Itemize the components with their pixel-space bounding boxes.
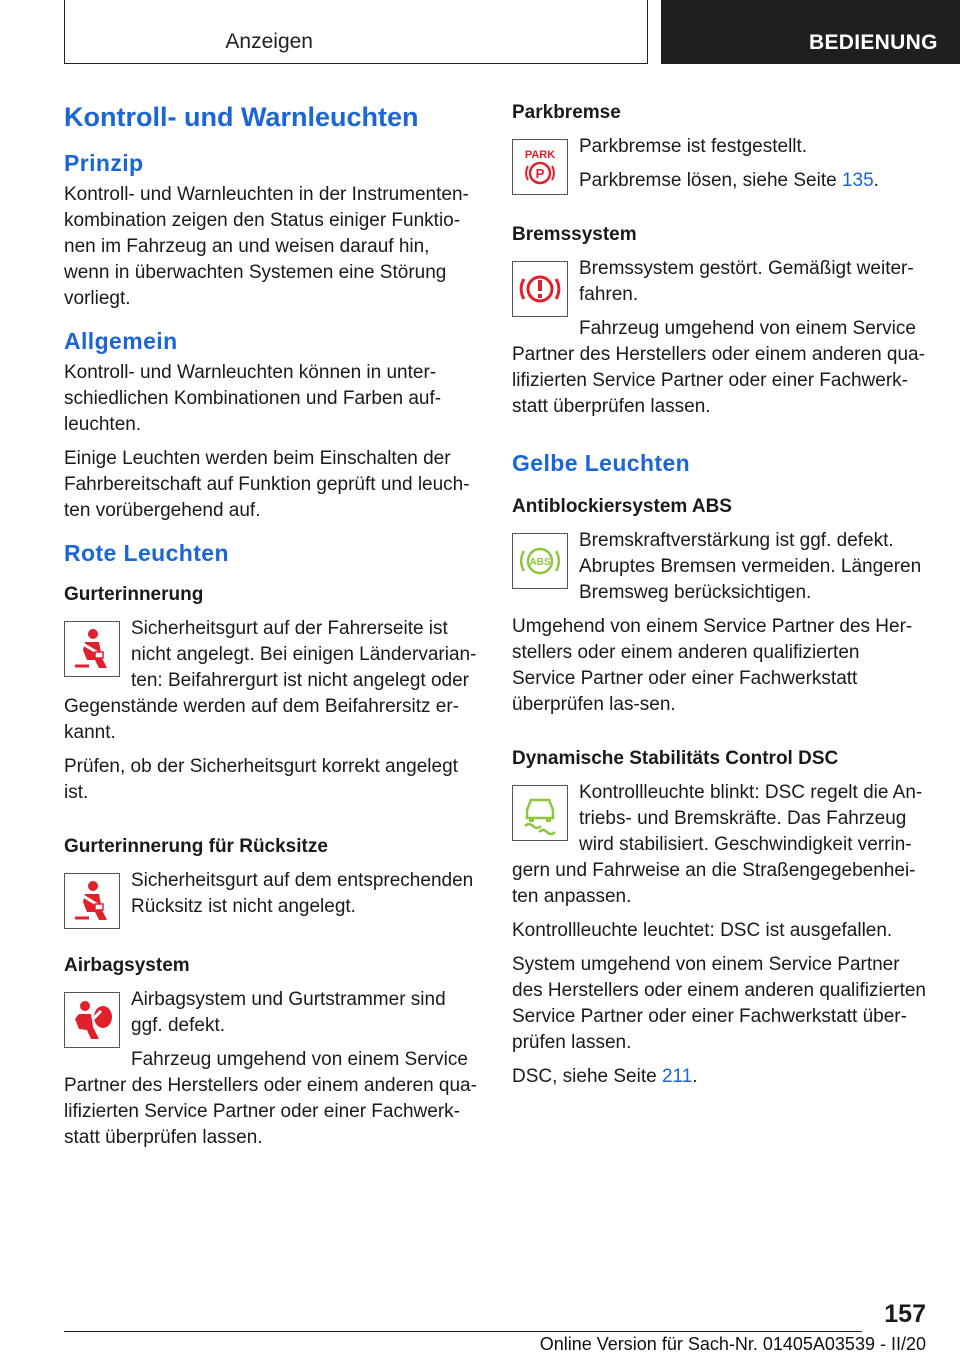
bremssystem-entry [512,256,928,428]
seatbelt-warning-icon [64,621,120,677]
svg-text:P: P [535,166,545,181]
gurterinnerung-ruecksitze-entry [64,868,478,933]
period: . [873,170,879,191]
airbagsystem-heading: Airbagsystem [64,955,190,976]
footer-online-version: Online Version für Sach-Nr. 01405A03539 - II/20 [539,1334,926,1354]
dsc-ref-prefix: DSC, siehe Seite [512,1066,662,1087]
section-heading-prinzip: Prinzip [64,150,144,176]
parking-brake-icon-label: PARK [524,149,556,161]
page-number: 157 [884,1300,926,1328]
abs-heading: Antiblockiersystem ABS [512,496,732,517]
page-link-211[interactable]: 211 [661,1066,693,1087]
parkbremse-entry [512,134,928,202]
parkbremse-ref-prefix: Parkbremse lösen, siehe Seite [579,170,842,191]
header-section-title: Anzeigen [225,30,313,53]
gurterinnerung-text-1: Sicherheitsgurt auf der Fahrerseite ist nicht angelegt. Bei einigen Ländervarian-ten: Beifahrergurt ist nicht angelegt oder Gegenstände werden auf dem Beifahrersitz er-kannt. [64,618,477,743]
dsc-text-3: System umgehend von einem Service Partner des Herstellers oder einem anderen qualifizierten Service Partner oder einer Fachwerkstatt über-prüfen lassen. [512,954,927,1053]
dsc-text-4 [512,1064,928,1090]
abs-text-2: Umgehend von einem Service Partner des Her-stellers oder einem anderen qualifizierten Service Partner oder einer Fachwerkstatt überprüfen las-sen. [512,616,913,715]
left-column [64,100,478,1159]
airbagsystem-text-1: Airbagsystem und Gurtstrammer sind ggf. defekt. [131,989,446,1036]
page-title: Kontroll- und Warnleuchten [64,102,419,132]
dsc-heading: Dynamische Stabilitäts Control DSC [512,748,839,769]
abs-entry [512,528,928,726]
airbagsystem-text-2: Fahrzeug umgehend von einem Service Partner des Herstellers oder einem anderen qua-lifizierten Service Partner oder einer Fachwerk-statt überprüfen lassen. [64,1049,477,1148]
section-heading-gelbe-leuchten: Gelbe Leuchten [512,450,691,476]
allgemein-text-2: Einige Leuchten werden beim Einschalten der Fahrbereitschaft auf Funktion geprüft und leuch-ten vorübergehend auf. [64,448,470,521]
parkbremse-text-1: Parkbremse ist festgestellt. [579,136,808,157]
abs-icon-label: ABS [529,557,551,568]
header-frame [64,0,648,64]
prinzip-text: Kontroll- und Warnleuchten in der Instrumenten-kombination zeigen den Status einiger Funktio-nen im Fahrzeug an und weisen darauf hin, wenn in überwachten Systemen eine Störung vorliegt. [64,184,469,309]
footer-divider [64,1331,862,1332]
bremssystem-text-2: Fahrzeug umgehend von einem Service Partner des Herstellers oder einem anderen qua-lifizierten Service Partner oder einer Fachwerk-statt überprüfen lassen. [512,318,925,417]
bremssystem-text-1: Bremssystem gestört. Gemäßigt weiter-fahren. [579,258,914,305]
gurterinnerung-heading: Gurterinnerung [64,584,204,605]
brake-system-warning-icon [512,261,568,317]
period: . [692,1066,698,1087]
parkbremse-text-2 [512,168,928,194]
dsc-entry [512,780,928,1098]
header-chapter-label: BEDIENUNG [809,31,938,54]
parkbremse-heading: Parkbremse [512,102,621,123]
header-chapter-tab [661,0,960,64]
page-link-135[interactable]: 135 [841,170,874,191]
gurterinnerung-ruecksitze-heading: Gurterinnerung für Rücksitze [64,836,328,857]
abs-warning-icon [512,533,568,589]
gurterinnerung-entry [64,616,478,754]
airbagsystem-entry [64,987,478,1159]
dsc-text-1: Kontrollleuchte blinkt: DSC regelt die An-triebs- und Bremskräfte. Das Fahrzeug wird stabilisiert. Geschwindigkeit verrin-gern und Fahrweise an die Straßengegebenhei-ten anpassen. [512,782,923,907]
dsc-indicator-icon [512,785,568,841]
parking-brake-icon [512,139,568,195]
dsc-text-2: Kontrollleuchte leuchtet: DSC ist ausgefallen. [512,920,893,941]
abs-text-1: Bremskraftverstärkung ist ggf. defekt. Abruptes Bremsen vermeiden. Längeren Bremsweg berücksichtigen. [579,530,922,603]
section-heading-rote-leuchten: Rote Leuchten [64,540,229,566]
airbag-warning-icon [64,992,120,1048]
section-heading-allgemein: Allgemein [64,328,178,354]
gurterinnerung-text-2: Prüfen, ob der Sicherheitsgurt korrekt angelegt ist. [64,756,458,803]
allgemein-text-1: Kontroll- und Warnleuchten können in unter-schiedlichen Kombinationen und Farben auf-leuchten. [64,362,442,435]
bremssystem-heading: Bremssystem [512,224,637,245]
gurterinnerung-ruecksitze-text: Sicherheitsgurt auf dem entsprechenden Rücksitz ist nicht angelegt. [131,870,474,917]
right-column [512,100,928,1098]
rear-seatbelt-warning-icon [64,873,120,929]
